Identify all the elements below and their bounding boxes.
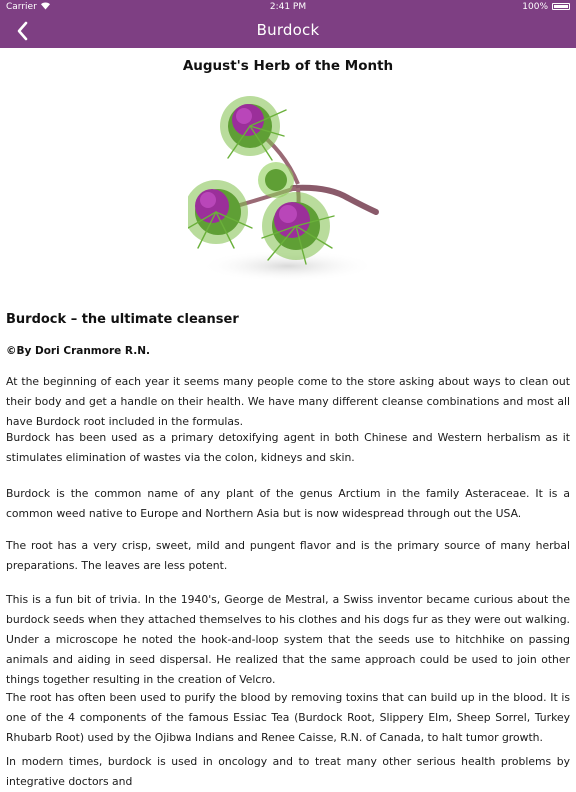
article-paragraph: At the beginning of each year it seems many people come to the store asking about ways to clean out their body and get a handle on their health. We have many different cleanse combinations and most all have Burdock root included in the formulas. — [6, 375, 570, 428]
article-byline: ©By Dori Cranmore R.N. — [6, 345, 150, 357]
article-heading: August's Herb of the Month — [182, 58, 394, 74]
status-time: 2:41 PM — [269, 2, 307, 12]
battery-percentage: 100% — [522, 2, 548, 12]
page-title: Burdock — [256, 21, 320, 39]
article-subtitle: Burdock – the ultimate cleanser — [6, 312, 239, 327]
battery-icon — [552, 3, 570, 10]
burdock-image — [188, 88, 388, 298]
article-paragraph: In modern times, burdock is used in oncology and to treat many other serious health problems by integrative doctors and — [6, 755, 570, 788]
article-paragraph: Burdock has been used as a primary detoxifying agent in both Chinese and Western herbalism as it stimulates elimination of wastes via the colon, kidneys and skin. — [6, 431, 570, 464]
article-paragraph: This is a fun bit of trivia. In the 1940's, George de Mestral, a Swiss inventor became curious about the burdock seeds when they attached themselves to his clothes and his dogs fur as they were out walking. Under a microscope he noted the hook-and-loop system that the seeds use to hitchhike on passing animals and aiding in seed dispersal. He realized that the same approach could be used to join other things together resulting in the creation of Velcro. — [6, 593, 570, 686]
article-paragraph: The root has a very crisp, sweet, mild and pungent flavor and is the primary source of many herbal preparations. The leaves are less potent. — [6, 539, 570, 572]
status-bar — [0, 0, 576, 14]
carrier-label: Carrier — [6, 2, 37, 12]
article-paragraph: Burdock is the common name of any plant of the genus Arctium in the family Asteraceae. It is a common weed native to Europe and Northern Asia but is now widespread through out the USA. — [6, 487, 570, 520]
navigation-bar — [0, 14, 576, 48]
article-paragraph: The root has often been used to purify the blood by removing toxins that can build up in the blood. It is one of the 4 components of the famous Essiac Tea (Burdock Root, Slippery Elm, Sheep Sorrel, Turkey Rhubarb Root) used by the Ojibwa Indians and Renee Caisse, R.N. of Canada, to halt tumor growth. — [6, 691, 570, 744]
